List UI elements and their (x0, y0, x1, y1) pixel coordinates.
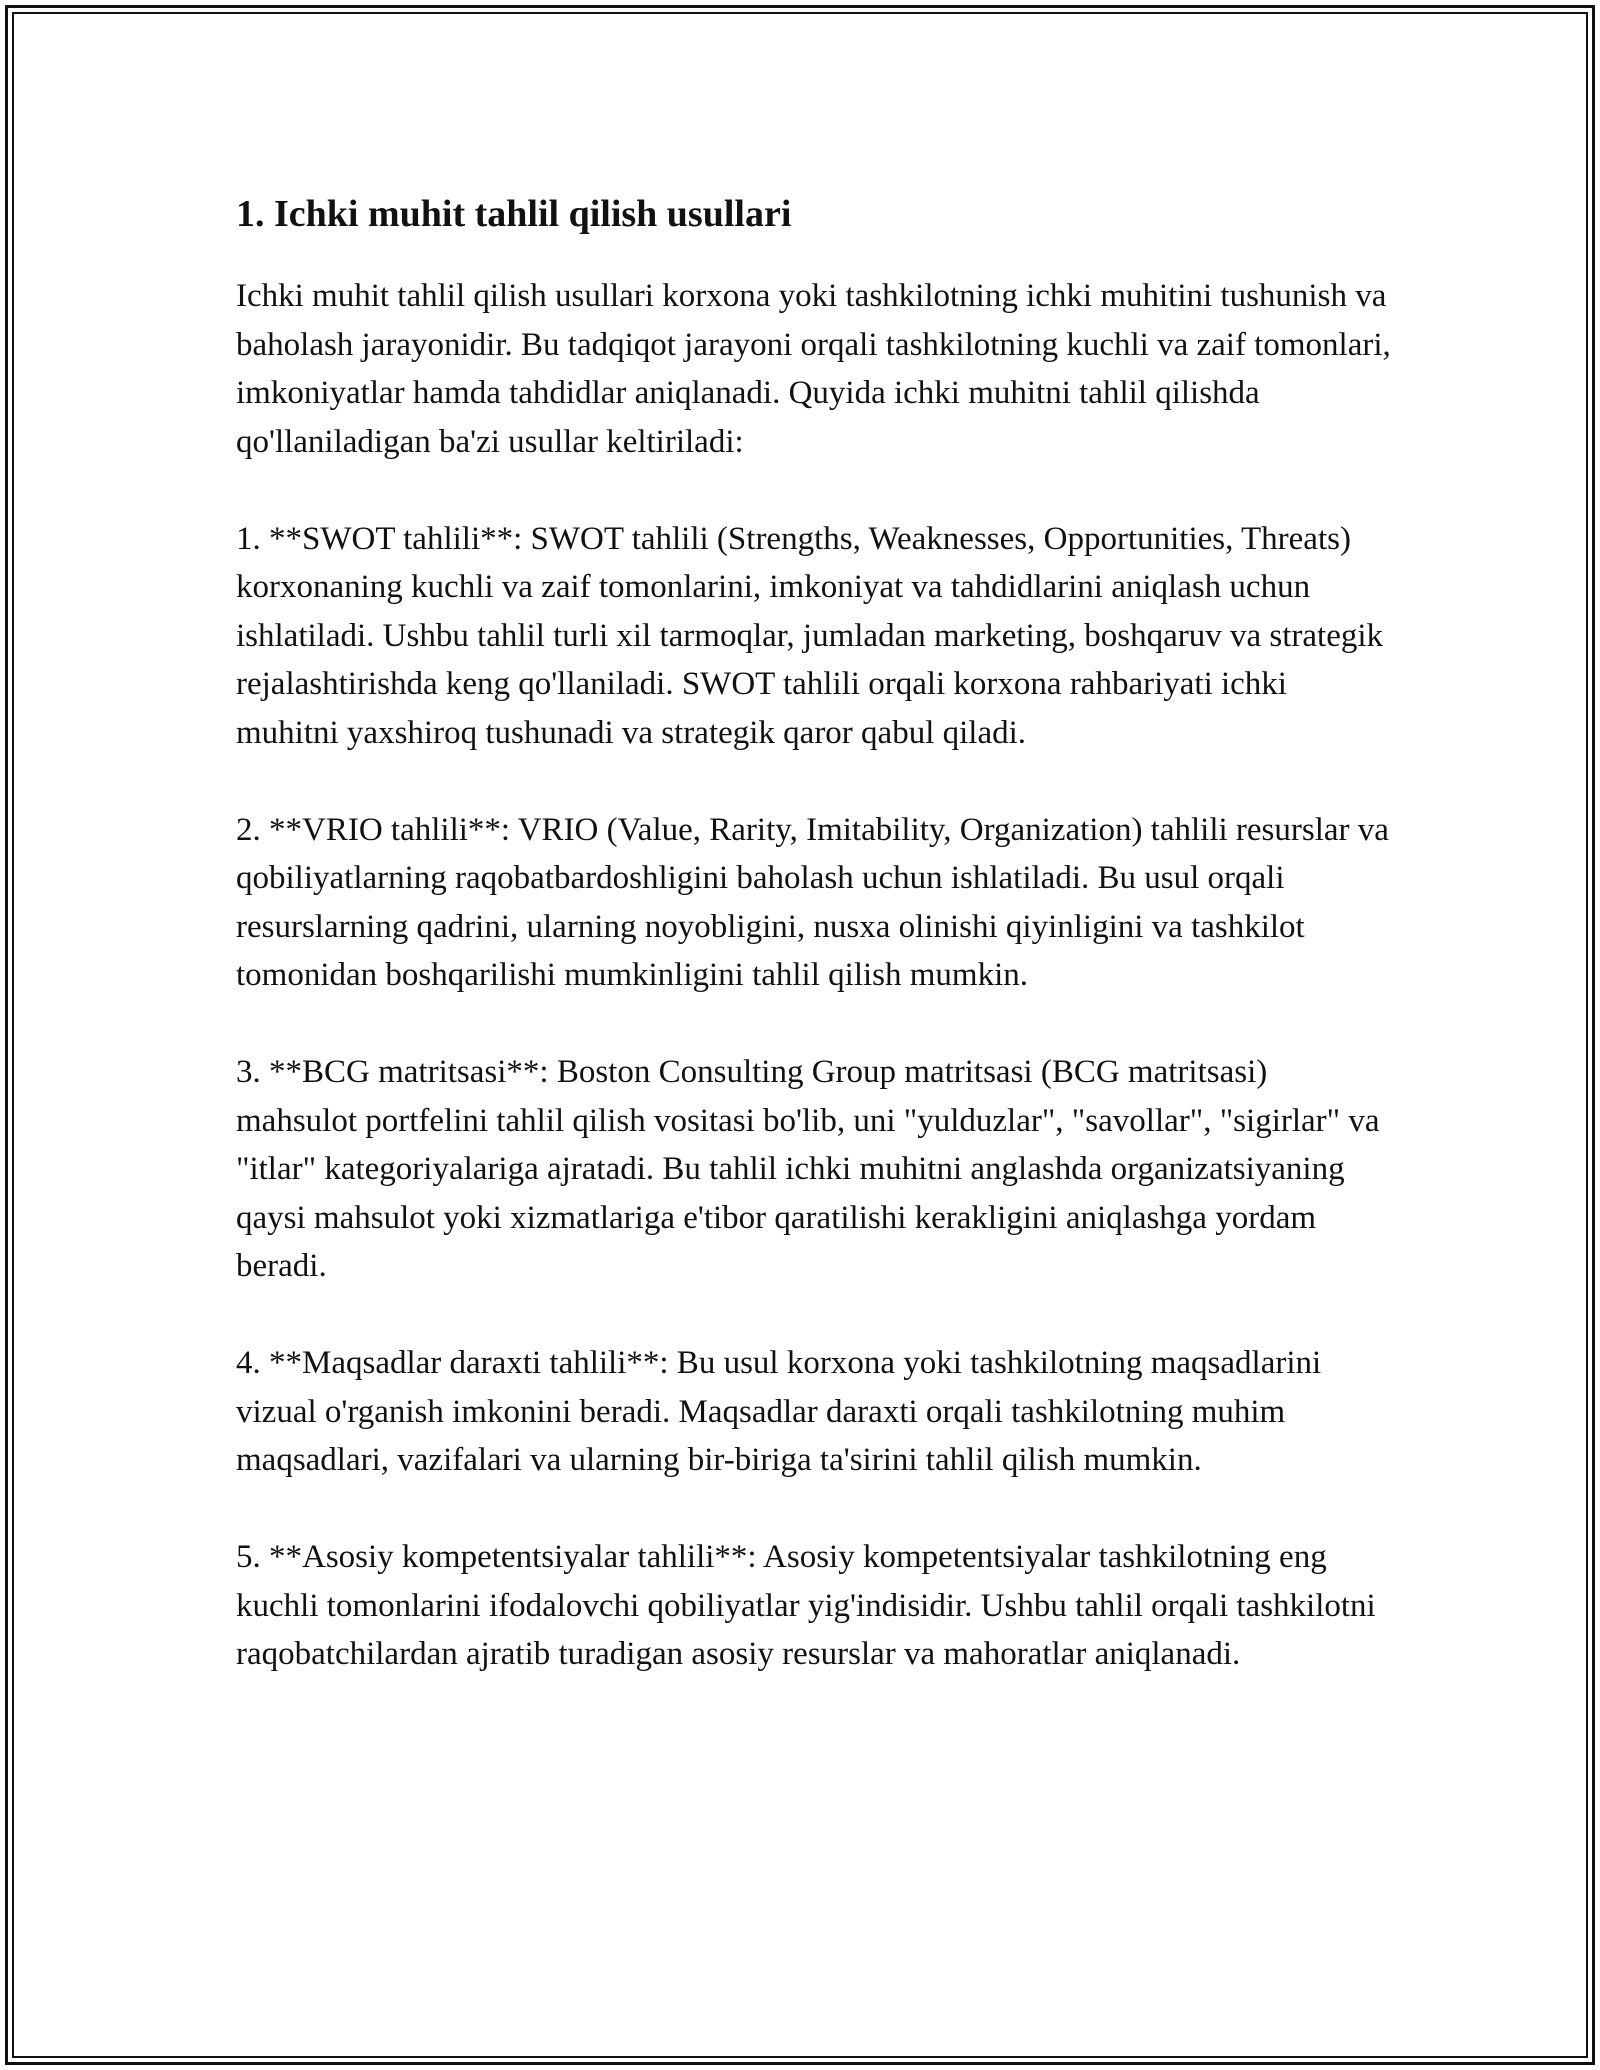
document-title: 1. Ichki muhit tahlil qilish usullari (236, 193, 792, 235)
goal-tree-paragraph: 4. **Maqsadlar daraxti tahlili**: Bu usul korxona yoki tashkilotning maqsadlarini vizual o'rganish imkonini beradi. Maqsadlar daraxti orqali tashkilotning muhim maqsadlari, vazifalari va ularning bir-biriga ta'sirini tahlil qilish mumkin. (236, 1345, 1322, 1478)
document-body (236, 184, 1396, 1727)
swot-paragraph: 1. **SWOT tahlili**: SWOT tahlili (Strengths, Weaknesses, Opportunities, Threats) korxonaning kuchli va zaif tomonlarini, imkoniyat va tahdidlarini aniqlash uchun ishlatiladi. Ushbu tahlil turli xil tarmoqlar, jumladan marketing, boshqaruv va strategik rejalashtirishda keng qo'llaniladi. SWOT tahlili orqali korxona rahbariyati ichki muhitni yaxshiroq tushunadi va strategik qaror qabul qiladi. (236, 520, 1384, 751)
bcg-paragraph: 3. **BCG matritsasi**: Boston Consulting Group matritsasi (BCG matritsasi) mahsulot portfelini tahlil qilish vositasi bo'lib, uni "yulduzlar", "savollar", "sigirlar" va "itlar" kategoriyalariga ajratadi. Bu tahlil ichki muhitni anglashda organizatsiyaning qaysi mahsulot yoki xizmatlariga e'tibor qaratilishi kerakligini aniqlashga yordam beradi. (236, 1054, 1380, 1284)
core-competencies-paragraph: 5. **Asosiy kompetentsiyalar tahlili**: Asosiy kompetentsiyalar tashkilotning eng kuchli tomonlarini ifodalovchi qobiliyatlar yig'indisidir. Ushbu tahlil orqali tashkilotni raqobatchilardan ajratib turadigan asosiy resurslar va mahoratlar aniqlanadi. (236, 1539, 1376, 1672)
vrio-paragraph: 2. **VRIO tahlili**: VRIO (Value, Rarity, Imitability, Organization) tahlili resurslar va qobiliyatlarning raqobatbardoshligini baholash uchun ishlatiladi. Bu usul orqali resurslarning qadrini, ularning noyobligini, nusxa olinishi qiyinligini va tashkilot tomonidan boshqarilishi mumkinligini tahlil qilish mumkin. (236, 811, 1389, 993)
intro-paragraph: Ichki muhit tahlil qilish usullari korxona yoki tashkilotning ichki muhitini tushunish va baholash jarayonidir. Bu tadqiqot jarayoni orqali tashkilotning kuchli va zaif tomonlari, imkoniyatlar hamda tahdidlar aniqlanadi. Quyida ichki muhitni tahlil qilishda qo'llaniladigan ba'zi usullar keltiriladi: (236, 278, 1391, 460)
